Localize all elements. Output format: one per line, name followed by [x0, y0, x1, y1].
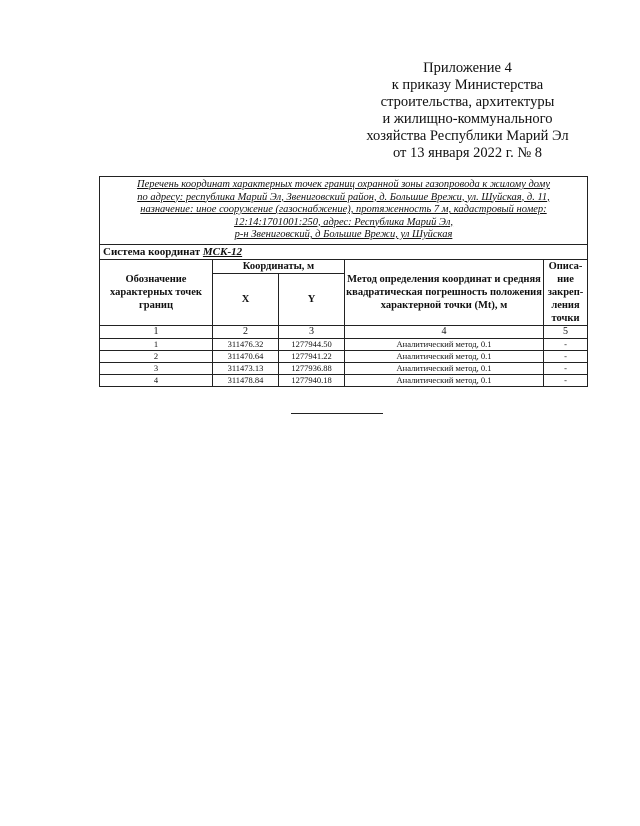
caption-line: 12:14:1701001:250, адрес: Республика Марий Эл,: [233, 216, 454, 228]
header-point: Обозначение характерных точек границ: [100, 259, 213, 325]
column-number: 2: [213, 325, 279, 338]
header-description: Описа-ние закреп-ления точки: [544, 259, 588, 325]
x-cell: 311473.13: [213, 362, 279, 374]
caption-line: по адресу: республика Марий Эл, Звениговский район, д. Большие Врежи, ул. Шуйская, д. 11,: [137, 191, 550, 203]
y-cell: 1277941.22: [279, 350, 345, 362]
header-line: и жилищно-коммунального: [382, 111, 553, 127]
point-cell: 4: [100, 374, 213, 386]
header-x: X: [213, 273, 279, 325]
appendix-header: [355, 60, 580, 162]
table-row: [100, 374, 588, 386]
description-cell: -: [544, 374, 588, 386]
y-cell: 1277944.50: [279, 338, 345, 350]
column-number: 1: [100, 325, 213, 338]
point-cell: 1: [100, 338, 213, 350]
column-number: 3: [279, 325, 345, 338]
column-number: 4: [345, 325, 544, 338]
x-cell: 311478.84: [213, 374, 279, 386]
x-cell: 311470.64: [213, 350, 279, 362]
header-line: к приказу Министерства: [391, 77, 544, 93]
appendix-title: Приложение 4: [423, 60, 512, 76]
table-row: [100, 362, 588, 374]
order-date: от 13 января 2022 г. № 8: [392, 145, 543, 161]
table-row: [100, 338, 588, 350]
point-cell: 2: [100, 350, 213, 362]
y-cell: 1277940.18: [279, 374, 345, 386]
caption-line: р-н Звениговский, д Большие Врежи, ул Шуйская: [234, 229, 453, 240]
signature-line: [291, 413, 383, 414]
table-caption: [100, 177, 588, 245]
method-cell: Аналитический метод, 0.1: [345, 338, 544, 350]
coordinates-table: [99, 176, 588, 387]
y-cell: 1277936.88: [279, 362, 345, 374]
description-cell: -: [544, 338, 588, 350]
table-row: [100, 350, 588, 362]
method-cell: Аналитический метод, 0.1: [345, 374, 544, 386]
column-numbers-row: [100, 325, 588, 338]
column-number: 5: [544, 325, 588, 338]
method-cell: Аналитический метод, 0.1: [345, 362, 544, 374]
caption-line: назначение: иное сооружение (газоснабжение), протяженность 7 м, кадастровый номер:: [140, 204, 547, 215]
caption-line: Перечень координат характерных точек границ охранной зоны газопровода к жилому дому: [136, 179, 551, 190]
description-cell: -: [544, 350, 588, 362]
x-cell: 311476.32: [213, 338, 279, 350]
header-line: строительства, архитектуры: [380, 94, 555, 110]
coordinate-system-label: Система координат: [103, 245, 201, 258]
header-y: Y: [279, 273, 345, 325]
header-line: хозяйства Республики Марий Эл: [366, 128, 569, 144]
point-cell: 3: [100, 362, 213, 374]
header-coords: Координаты, м: [213, 259, 345, 273]
description-cell: -: [544, 362, 588, 374]
header-method: Метод определения координат и средняя квадратическая погрешность положения характерной точки (Mt), м: [345, 259, 544, 325]
coordinate-system-name: МСК-12: [202, 245, 243, 258]
method-cell: Аналитический метод, 0.1: [345, 350, 544, 362]
coordinate-system: [100, 244, 588, 259]
